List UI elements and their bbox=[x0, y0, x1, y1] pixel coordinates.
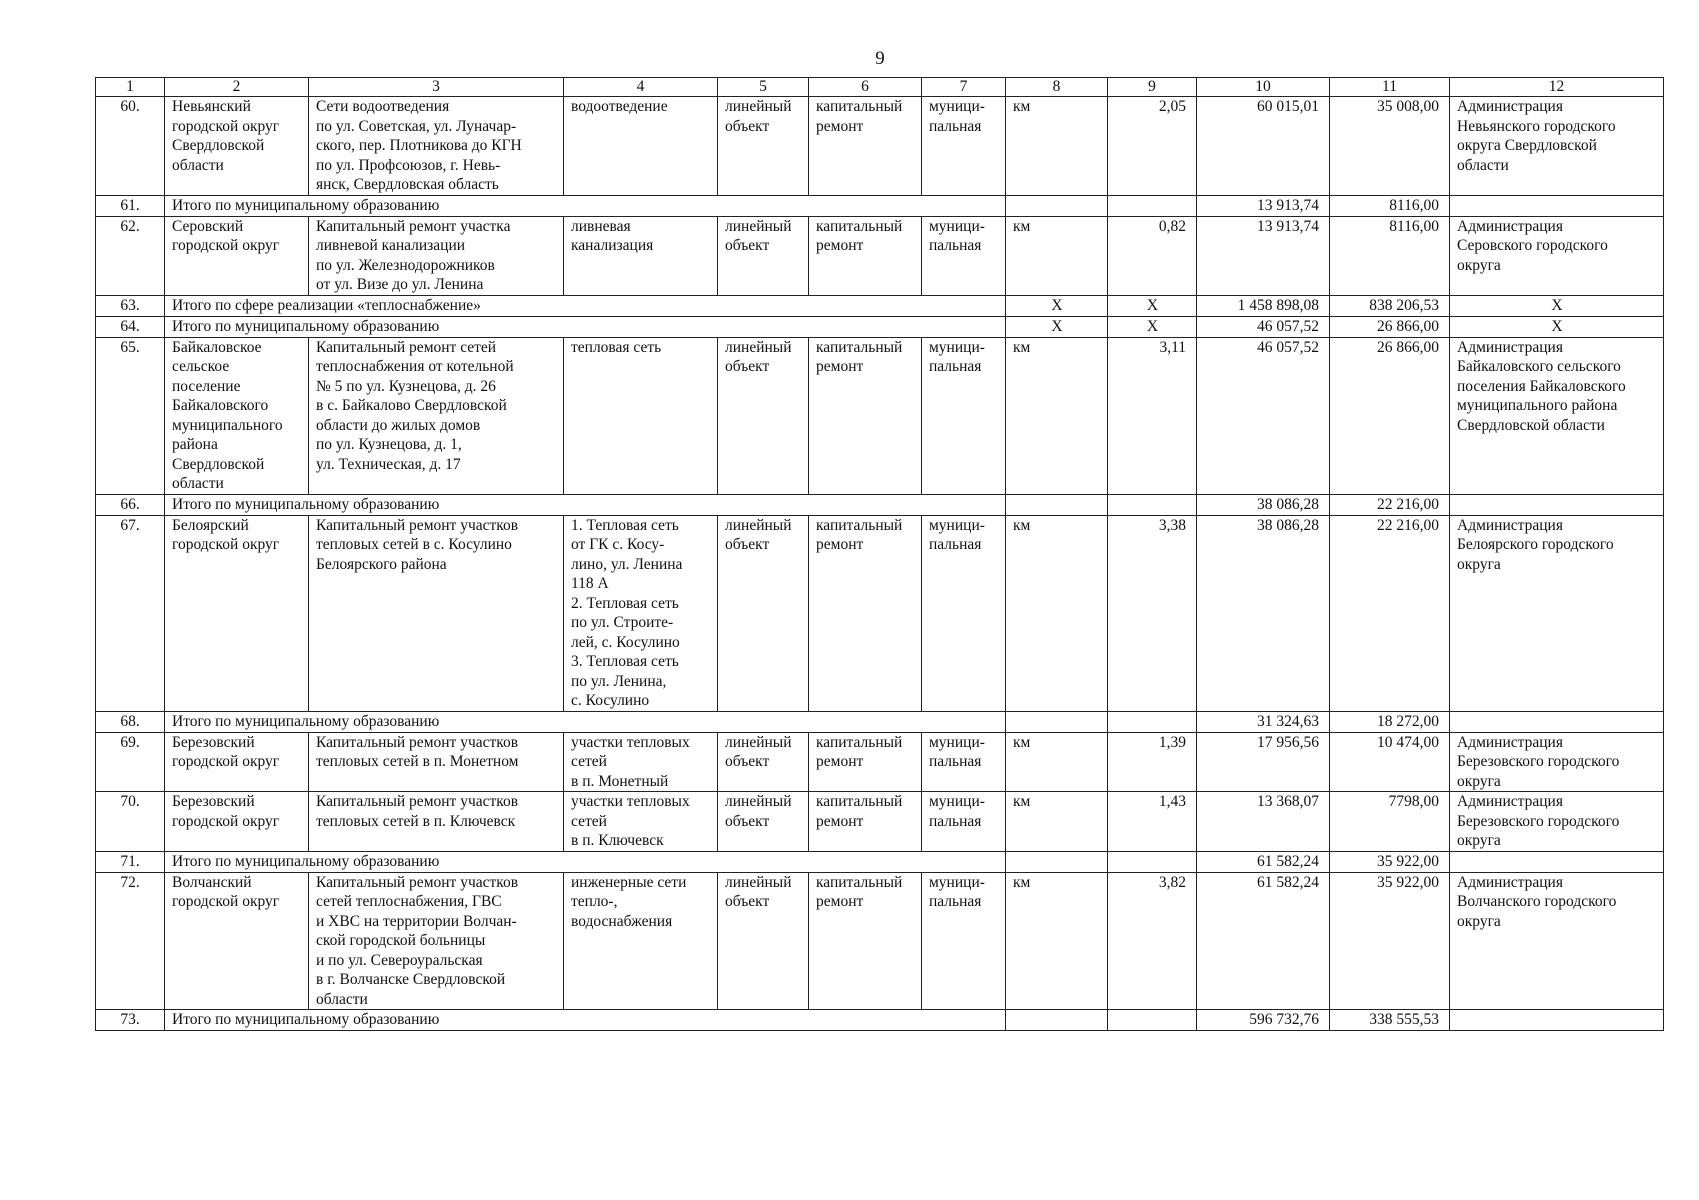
total-cost: 13 913,74 bbox=[1197, 195, 1330, 216]
customer: Администрация Байкаловского сельского поселения Байкаловского муниципального района Свердловской области bbox=[1450, 337, 1664, 494]
work-type: капитальный ремонт bbox=[809, 872, 922, 1010]
table-row bbox=[96, 732, 1664, 792]
unit: км bbox=[1006, 97, 1108, 196]
cell-col9: X bbox=[1108, 295, 1197, 316]
object-name: Капитальный ремонт участков тепловых сетей в п. Ключевск bbox=[309, 792, 564, 852]
subtotal-label: Итого по муниципальному образованию bbox=[165, 195, 1006, 216]
object-type: линейный объект bbox=[718, 792, 809, 852]
cell-col12 bbox=[1450, 851, 1664, 872]
column-header: 3 bbox=[309, 78, 564, 97]
customer: Администрация Березовского городского округа bbox=[1450, 732, 1664, 792]
unit: км bbox=[1006, 216, 1108, 295]
customer: Администрация Березовского городского округа bbox=[1450, 792, 1664, 852]
total-cost: 13 913,74 bbox=[1197, 216, 1330, 295]
object-kind: тепловая сеть bbox=[564, 337, 718, 494]
unit: км bbox=[1006, 872, 1108, 1010]
cell-col9: X bbox=[1108, 316, 1197, 337]
object-kind: участки тепловых сетей в п. Ключевск bbox=[564, 792, 718, 852]
row-number: 70. bbox=[96, 792, 165, 852]
row-number: 71. bbox=[96, 851, 165, 872]
subtotal-label: Итого по муниципальному образованию bbox=[165, 711, 1006, 732]
column-header: 5 bbox=[718, 78, 809, 97]
object-kind: инженерные сети тепло-, водоснабжения bbox=[564, 872, 718, 1010]
total-cost: 17 956,56 bbox=[1197, 732, 1330, 792]
subtotal-row bbox=[96, 1010, 1664, 1031]
budget-amount: 838 206,53 bbox=[1330, 295, 1450, 316]
work-type: капитальный ремонт bbox=[809, 97, 922, 196]
total-cost: 1 458 898,08 bbox=[1197, 295, 1330, 316]
budget-amount: 22 216,00 bbox=[1330, 494, 1450, 515]
total-cost: 31 324,63 bbox=[1197, 711, 1330, 732]
subtotal-row bbox=[96, 195, 1664, 216]
cell-col12 bbox=[1450, 195, 1664, 216]
row-number: 62. bbox=[96, 216, 165, 295]
column-header: 10 bbox=[1197, 78, 1330, 97]
customer: Администрация Белоярского городского округа bbox=[1450, 515, 1664, 711]
object-kind: 1. Тепловая сеть от ГК с. Косу- лино, ул. Ленина 118 А 2. Тепловая сеть по ул. Строите- лей, с. Косулино 3. Тепловая сеть по ул. Ленина, с. Косулино bbox=[564, 515, 718, 711]
subtotal-label: Итого по муниципальному образованию bbox=[165, 494, 1006, 515]
subtotal-label: Итого по муниципальному образованию bbox=[165, 316, 1006, 337]
total-cost: 46 057,52 bbox=[1197, 337, 1330, 494]
cell-col9 bbox=[1108, 195, 1197, 216]
municipality: Невьянский городской округ Свердловской области bbox=[165, 97, 309, 196]
budget-amount: 10 474,00 bbox=[1330, 732, 1450, 792]
row-number: 63. bbox=[96, 295, 165, 316]
budget-amount: 8116,00 bbox=[1330, 195, 1450, 216]
budget-amount: 22 216,00 bbox=[1330, 515, 1450, 711]
object-name: Сети водоотведения по ул. Советская, ул. Луначар- ского, пер. Плотникова до КГН по ул. Профсоюзов, г. Невь- янск, Свердловская область bbox=[309, 97, 564, 196]
column-header: 8 bbox=[1006, 78, 1108, 97]
row-number: 65. bbox=[96, 337, 165, 494]
cell-col9 bbox=[1108, 1010, 1197, 1031]
column-header: 4 bbox=[564, 78, 718, 97]
row-number: 67. bbox=[96, 515, 165, 711]
object-kind: участки тепловых сетей в п. Монетный bbox=[564, 732, 718, 792]
table-row bbox=[96, 872, 1664, 1010]
municipality: Волчанский городской округ bbox=[165, 872, 309, 1010]
total-cost: 38 086,28 bbox=[1197, 515, 1330, 711]
cell-col12 bbox=[1450, 711, 1664, 732]
total-cost: 61 582,24 bbox=[1197, 872, 1330, 1010]
subtotal-label: Итого по сфере реализации «теплоснабжение» bbox=[165, 295, 1006, 316]
object-name: Капитальный ремонт сетей теплоснабжения от котельной № 5 по ул. Кузнецова, д. 26 в с. Байкалово Свердловской области до жилых домов по ул. Кузнецова, д. 1, ул. Техническая, д. 17 bbox=[309, 337, 564, 494]
cell-col8: X bbox=[1006, 295, 1108, 316]
column-header: 7 bbox=[922, 78, 1006, 97]
ownership: муници- пальная bbox=[922, 97, 1006, 196]
subtotal-row bbox=[96, 711, 1664, 732]
subtotal-row bbox=[96, 851, 1664, 872]
column-header: 2 bbox=[165, 78, 309, 97]
row-number: 72. bbox=[96, 872, 165, 1010]
total-cost: 60 015,01 bbox=[1197, 97, 1330, 196]
capacity: 2,05 bbox=[1108, 97, 1197, 196]
subtotal-label: Итого по муниципальному образованию bbox=[165, 851, 1006, 872]
budget-amount: 35 008,00 bbox=[1330, 97, 1450, 196]
column-header: 1 bbox=[96, 78, 165, 97]
subtotal-row bbox=[96, 494, 1664, 515]
subtotal-label: Итого по муниципальному образованию bbox=[165, 1010, 1006, 1031]
column-header: 6 bbox=[809, 78, 922, 97]
capacity: 3,11 bbox=[1108, 337, 1197, 494]
cell-col8 bbox=[1006, 494, 1108, 515]
capacity: 1,43 bbox=[1108, 792, 1197, 852]
investment-table bbox=[95, 77, 1664, 1031]
work-type: капитальный ремонт bbox=[809, 792, 922, 852]
table-row bbox=[96, 337, 1664, 494]
municipality: Серовский городской округ bbox=[165, 216, 309, 295]
budget-amount: 26 866,00 bbox=[1330, 316, 1450, 337]
total-cost: 596 732,76 bbox=[1197, 1010, 1330, 1031]
row-number: 60. bbox=[96, 97, 165, 196]
ownership: муници- пальная bbox=[922, 216, 1006, 295]
cell-col12 bbox=[1450, 494, 1664, 515]
ownership: муници- пальная bbox=[922, 515, 1006, 711]
budget-amount: 26 866,00 bbox=[1330, 337, 1450, 494]
cell-col8 bbox=[1006, 851, 1108, 872]
ownership: муници- пальная bbox=[922, 792, 1006, 852]
row-number: 61. bbox=[96, 195, 165, 216]
cell-col8: X bbox=[1006, 316, 1108, 337]
object-name: Капитальный ремонт участков тепловых сетей в с. Косулино Белоярского района bbox=[309, 515, 564, 711]
row-number: 73. bbox=[96, 1010, 165, 1031]
object-name: Капитальный ремонт участка ливневой канализации по ул. Железнодорожников от ул. Визе до ул. Ленина bbox=[309, 216, 564, 295]
total-cost: 46 057,52 bbox=[1197, 316, 1330, 337]
row-number: 66. bbox=[96, 494, 165, 515]
customer: Администрация Невьянского городского округа Свердловской области bbox=[1450, 97, 1664, 196]
municipality: Березовский городской округ bbox=[165, 792, 309, 852]
cell-col12: X bbox=[1450, 295, 1664, 316]
page-number: 9 bbox=[875, 48, 885, 69]
column-number-row bbox=[96, 78, 1664, 97]
ownership: муници- пальная bbox=[922, 337, 1006, 494]
table-row bbox=[96, 97, 1664, 196]
table-row bbox=[96, 792, 1664, 852]
cell-col8 bbox=[1006, 711, 1108, 732]
object-kind: водоотведение bbox=[564, 97, 718, 196]
budget-amount: 338 555,53 bbox=[1330, 1010, 1450, 1031]
object-type: линейный объект bbox=[718, 216, 809, 295]
cell-col12 bbox=[1450, 1010, 1664, 1031]
capacity: 3,38 bbox=[1108, 515, 1197, 711]
object-type: линейный объект bbox=[718, 337, 809, 494]
total-cost: 61 582,24 bbox=[1197, 851, 1330, 872]
municipality: Березовский городской округ bbox=[165, 732, 309, 792]
table-row bbox=[96, 515, 1664, 711]
ownership: муници- пальная bbox=[922, 872, 1006, 1010]
municipality: Байкаловское сельское поселение Байкаловского муниципального района Свердловской области bbox=[165, 337, 309, 494]
total-cost: 13 368,07 bbox=[1197, 792, 1330, 852]
customer: Администрация Серовского городского округа bbox=[1450, 216, 1664, 295]
object-name: Капитальный ремонт участков тепловых сетей в п. Монетном bbox=[309, 732, 564, 792]
total-cost: 38 086,28 bbox=[1197, 494, 1330, 515]
capacity: 0,82 bbox=[1108, 216, 1197, 295]
cell-col9 bbox=[1108, 494, 1197, 515]
work-type: капитальный ремонт bbox=[809, 216, 922, 295]
work-type: капитальный ремонт bbox=[809, 732, 922, 792]
object-type: линейный объект bbox=[718, 872, 809, 1010]
unit: км bbox=[1006, 792, 1108, 852]
cell-col12: X bbox=[1450, 316, 1664, 337]
budget-amount: 18 272,00 bbox=[1330, 711, 1450, 732]
object-kind: ливневая канализация bbox=[564, 216, 718, 295]
municipality: Белоярский городской округ bbox=[165, 515, 309, 711]
capacity: 1,39 bbox=[1108, 732, 1197, 792]
customer: Администрация Волчанского городского округа bbox=[1450, 872, 1664, 1010]
unit: км bbox=[1006, 337, 1108, 494]
object-type: линейный объект bbox=[718, 515, 809, 711]
unit: км bbox=[1006, 732, 1108, 792]
column-header: 11 bbox=[1330, 78, 1450, 97]
object-type: линейный объект bbox=[718, 97, 809, 196]
capacity: 3,82 bbox=[1108, 872, 1197, 1010]
unit: км bbox=[1006, 515, 1108, 711]
row-number: 64. bbox=[96, 316, 165, 337]
ownership: муници- пальная bbox=[922, 732, 1006, 792]
object-type: линейный объект bbox=[718, 732, 809, 792]
budget-amount: 7798,00 bbox=[1330, 792, 1450, 852]
work-type: капитальный ремонт bbox=[809, 515, 922, 711]
column-header: 12 bbox=[1450, 78, 1664, 97]
column-header: 9 bbox=[1108, 78, 1197, 97]
work-type: капитальный ремонт bbox=[809, 337, 922, 494]
cell-col8 bbox=[1006, 195, 1108, 216]
row-number: 68. bbox=[96, 711, 165, 732]
cell-col8 bbox=[1006, 1010, 1108, 1031]
subtotal-row bbox=[96, 295, 1664, 316]
budget-amount: 35 922,00 bbox=[1330, 851, 1450, 872]
subtotal-row bbox=[96, 316, 1664, 337]
object-name: Капитальный ремонт участков сетей теплоснабжения, ГВС и ХВС на территории Волчан- ской городской больницы и по ул. Североуральская в г. Волчанске Свердловской области bbox=[309, 872, 564, 1010]
budget-amount: 35 922,00 bbox=[1330, 872, 1450, 1010]
budget-amount: 8116,00 bbox=[1330, 216, 1450, 295]
table-row bbox=[96, 216, 1664, 295]
cell-col9 bbox=[1108, 711, 1197, 732]
cell-col9 bbox=[1108, 851, 1197, 872]
row-number: 69. bbox=[96, 732, 165, 792]
